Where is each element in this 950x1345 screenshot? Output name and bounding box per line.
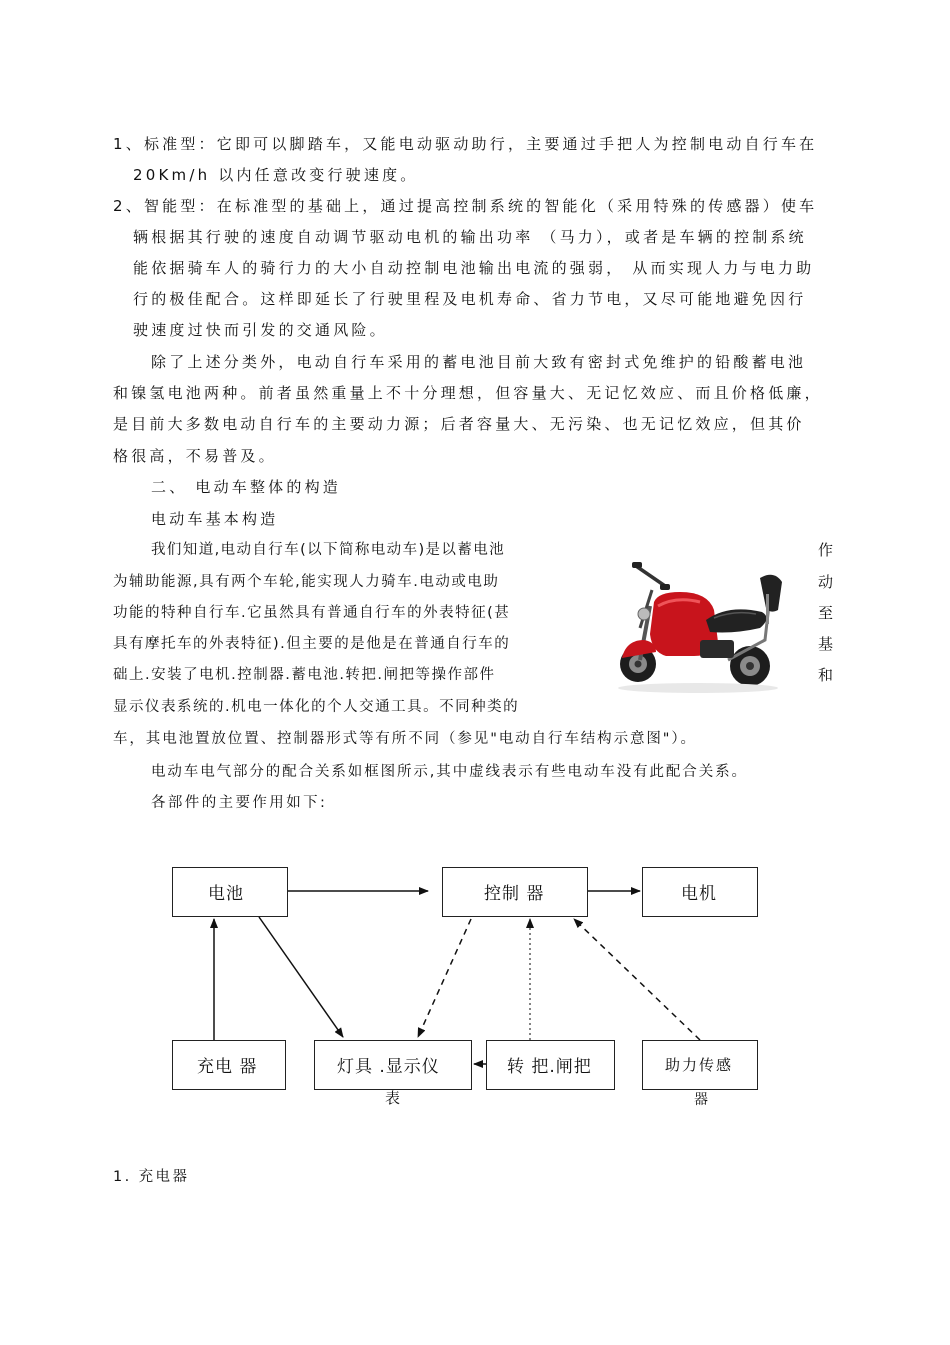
block-controller-label: 控制 器 xyxy=(484,884,545,904)
battery-para-line4: 格很高，不易普及。 xyxy=(113,447,277,465)
intro-line7: 车，其电池置放位置、控制器形式等有所不同（参见"电动自行车结构示意图"）。 xyxy=(113,731,697,747)
block-sensor-label: 助力传感 xyxy=(665,1056,734,1074)
intro-line3-left: 功能的特种自行车.它虽然具有普通自行车的外表特征(甚 xyxy=(113,605,511,621)
elec-para-line2: 各部件的主要作用如下: xyxy=(151,795,328,811)
arrow-controller-lamps xyxy=(418,919,471,1037)
intro-line5-left: 础上.安装了电机.控制器.蓄电池.转把.闸把等操作部件 xyxy=(113,667,496,683)
block-battery xyxy=(172,867,288,917)
elec-para-line1: 电动车电气部分的配合关系如框图所示,其中虚线表示有些电动车没有此配合关系。 xyxy=(151,764,748,780)
battery-para-line2: 和镍氢电池两种。前者虽然重量上不十分理想，但容量大、无记忆效应、而且价格低廉， xyxy=(113,384,823,402)
block-charger-label: 充电 器 xyxy=(197,1057,258,1077)
battery-para-line3: 是目前大多数电动自行车的主要动力源；后者容量大、无污染、也无记忆效应，但其价 xyxy=(113,415,805,433)
intro-line3-right: 至 xyxy=(818,604,837,622)
block-lamps-display xyxy=(314,1040,472,1090)
item1-line2: 20Km/h 以内任意改变行驶速度。 xyxy=(133,166,419,184)
block-controller xyxy=(442,867,588,917)
list-item-charger: 1. 充电器 xyxy=(113,1169,190,1185)
section-heading: 二、 电动车整体的构造 xyxy=(151,478,341,496)
block-assist-sensor xyxy=(642,1040,758,1090)
battery-para-line1: 除了上述分类外，电动自行车采用的蓄电池目前大致有密封式免维护的铅酸蓄电池 xyxy=(151,353,807,371)
intro-line2-right: 动 xyxy=(818,573,837,591)
block-motor-label: 电机 xyxy=(681,884,717,904)
block-sensor-label-tail: 器 xyxy=(694,1092,709,1108)
item2-line5: 驶速度过快而引发的交通风险。 xyxy=(133,321,388,339)
electric-scooter-photo xyxy=(610,548,800,700)
intro-line6: 显示仪表系统的.机电一体化的个人交通工具。不同种类的 xyxy=(113,699,520,715)
item2-line4: 行的极佳配合。这样即延长了行驶里程及电机寿命、省力节电，又尽可能地避免因行 xyxy=(133,290,807,308)
item2-line2: 辆根据其行驶的速度自动调节驱动电机的输出功率 （马力），或者是车辆的控制系统 xyxy=(133,228,807,246)
block-motor xyxy=(642,867,758,917)
block-lamps-label: 灯具 .显示仪 xyxy=(337,1057,440,1077)
item2-line3: 能依据骑车人的骑行力的大小自动控制电池输出电流的强弱， 从而实现人力与电力助 xyxy=(133,259,815,277)
block-throttle-label: 转 把.闸把 xyxy=(507,1057,592,1077)
block-lamps-label-tail: 表 xyxy=(385,1089,402,1107)
arrow-battery-lamps xyxy=(259,917,343,1037)
intro-line4-right: 基 xyxy=(818,635,837,653)
arrow-sensor-controller xyxy=(574,919,700,1040)
intro-line1-right: 作 xyxy=(818,541,837,559)
item1-line1: 1、标准型：它即可以脚踏车，又能电动驱动助行，主要通过手把人为控制电动自行车在 xyxy=(113,135,818,153)
intro-line1-left: 我们知道,电动自行车(以下简称电动车)是以蓄电池 xyxy=(151,542,506,558)
subheading: 电动车基本构造 xyxy=(151,510,279,528)
intro-line4-left: 具有摩托车的外表特征).但主要的是他是在普通自行车的 xyxy=(113,636,511,652)
intro-line2-left: 为辅助能源,具有两个车轮,能实现人力骑车.电动或电助 xyxy=(113,574,500,590)
block-throttle-brake xyxy=(486,1040,615,1090)
intro-line5-right: 和 xyxy=(818,666,837,684)
block-charger xyxy=(172,1040,286,1090)
item2-line1: 2、智能型：在标准型的基础上，通过提高控制系统的智能化（采用特殊的传感器）使车 xyxy=(113,197,818,215)
block-battery-label: 电池 xyxy=(208,884,244,904)
